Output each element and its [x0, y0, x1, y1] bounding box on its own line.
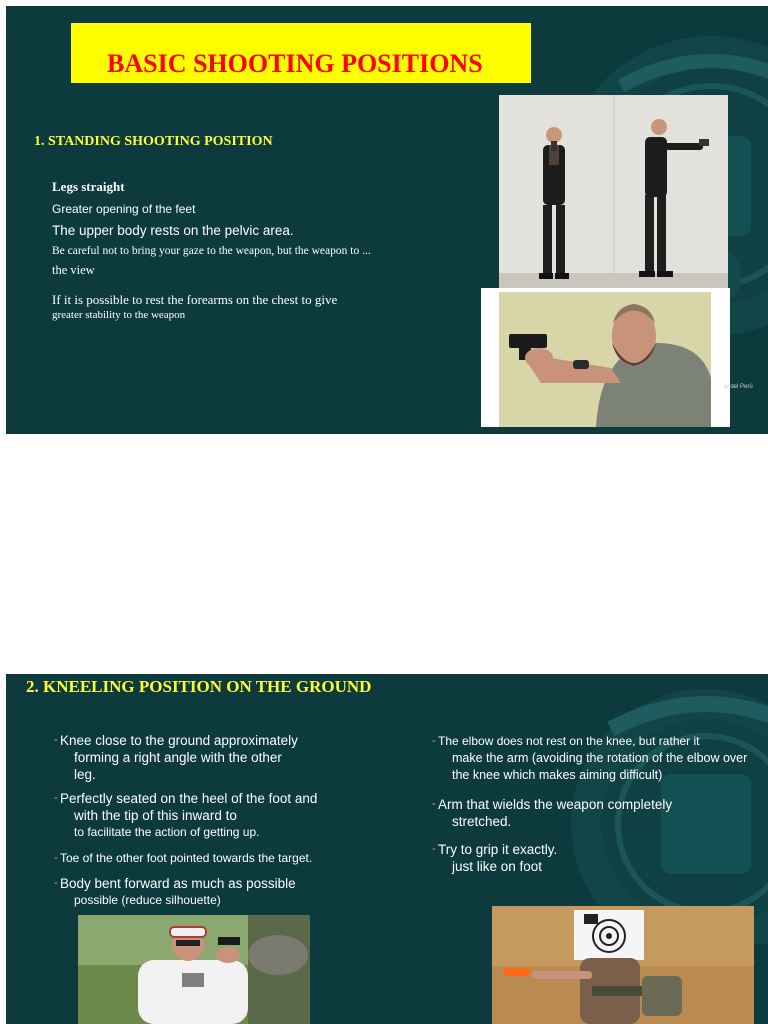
bullet-knee	[54, 732, 298, 783]
bullet-body	[54, 875, 296, 909]
title-banner	[71, 23, 531, 83]
bullet-line: the knee which makes aiming difficult)	[452, 768, 663, 782]
caption-line: al del Perú	[724, 384, 753, 390]
bullet-line: The elbow does not rest on the knee, but rather it	[438, 734, 700, 748]
bullet-line: Toe of the other foot pointed towards the target.	[60, 851, 313, 865]
bullet-heel	[54, 790, 318, 841]
bullet-dash: -	[54, 734, 58, 746]
bullet-grip	[432, 841, 558, 875]
bullet-line: make the arm (avoiding the rotation of the elbow over	[452, 751, 748, 765]
kneeling-heading: 2. KNEELING POSITION ON THE GROUND	[26, 677, 372, 696]
opening-line: Greater opening of the feet	[52, 202, 196, 216]
bullet-dash: -	[432, 798, 436, 810]
bullet-line: to facilitate the action of getting up.	[74, 825, 260, 839]
photo-caption	[724, 383, 753, 391]
legs-line: Legs straight	[52, 179, 125, 194]
standing-officers-photo	[499, 95, 728, 288]
bullet-dash: -	[54, 792, 58, 804]
stability-line: greater stability to the weapon	[52, 309, 186, 321]
bullet-dash: -	[54, 852, 58, 864]
bullet-line: Arm that wields the weapon completely	[438, 797, 673, 812]
gaze-line: Be careful not to bring your gaze to the weapon, but the weapon to ...	[52, 245, 371, 257]
kneeling-man-photo	[78, 915, 310, 1024]
bullet-elbow	[432, 733, 748, 784]
bullet-line: Try to grip it exactly.	[438, 842, 558, 857]
slide-kneeling-position	[6, 674, 768, 1024]
slide-standing-position	[6, 6, 768, 434]
aiming-man-photo	[481, 288, 730, 427]
bullet-line: forming a right angle with the other	[74, 750, 282, 765]
bullet-line: with the tip of this inward to	[74, 808, 237, 823]
bullet-dash: -	[432, 735, 436, 747]
bullet-line: Perfectly seated on the heel of the foot and	[60, 791, 318, 806]
bullet-line: Knee close to the ground approximately	[60, 733, 298, 748]
bullet-dash: -	[54, 877, 58, 889]
view-line: the view	[52, 263, 95, 277]
bullet-line: leg.	[74, 767, 96, 782]
bullet-line: stretched.	[452, 814, 512, 829]
bullet-line: possible (reduce silhouette)	[74, 893, 221, 907]
bullet-line: Body bent forward as much as possible	[60, 876, 296, 891]
slide-title: BASIC SHOOTING POSITIONS	[107, 49, 483, 78]
upper-body-line: The upper body rests on the pelvic area.	[52, 223, 294, 238]
forearms-line: If it is possible to rest the forearms on the chest to give	[52, 292, 338, 307]
bullet-toe	[54, 850, 313, 867]
target-head-photo	[492, 906, 754, 1024]
bullet-line: just like on foot	[452, 859, 543, 874]
bullet-dash: -	[432, 843, 436, 855]
bullet-arm	[432, 796, 673, 830]
standing-heading: 1. STANDING SHOOTING POSITION	[34, 134, 273, 149]
